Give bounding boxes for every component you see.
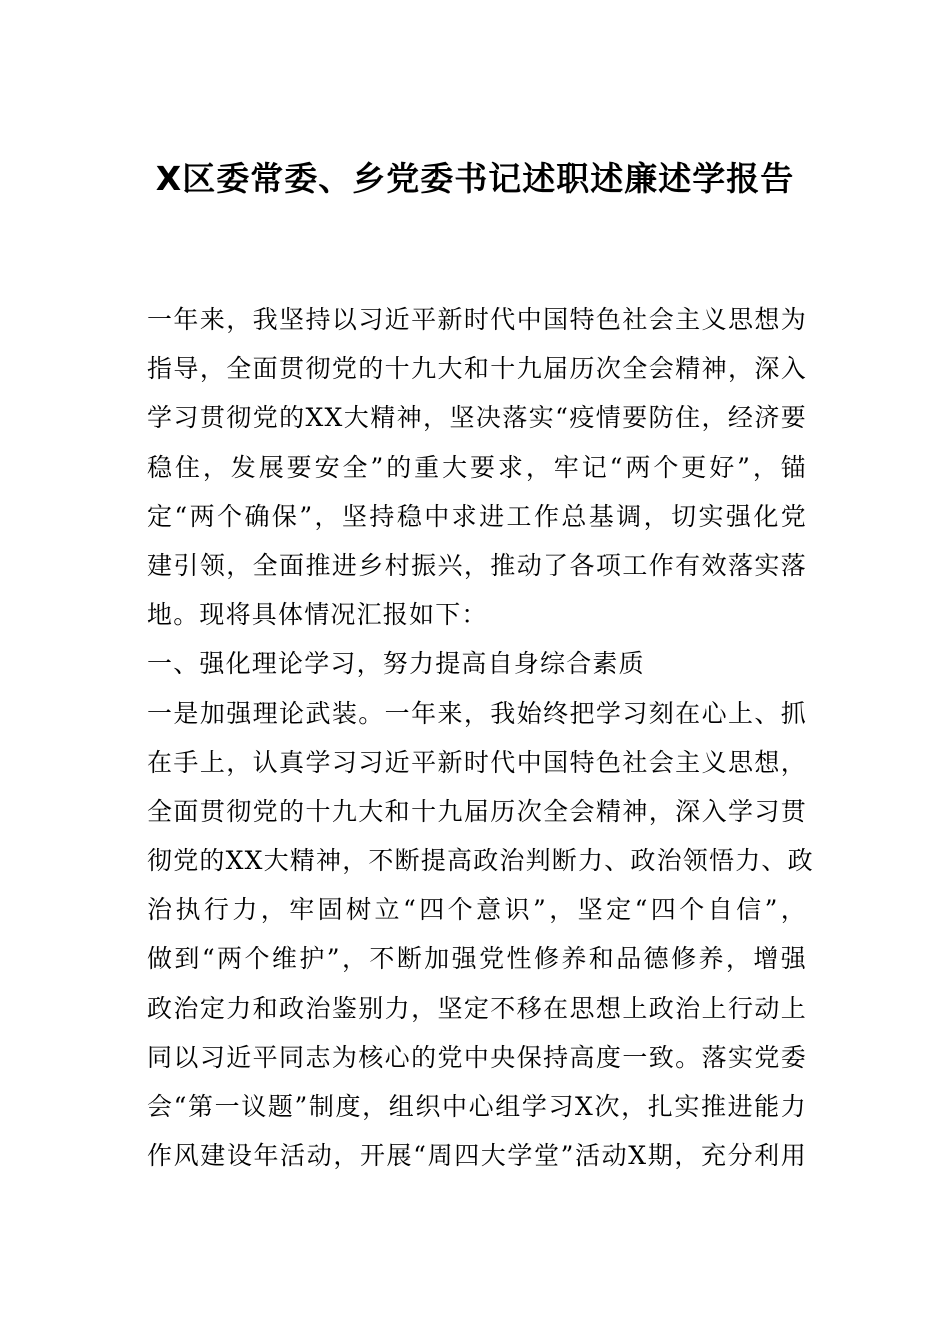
paragraph-2-line-5: 治执行力，牢固树立“四个意识”，坚定“四个自信”， [147, 895, 807, 925]
paragraph-2-line-8: 同以习近平同志为核心的党中央保持高度一致。落实党委 [147, 1042, 807, 1072]
document-title: X区委常委、乡党委书记述职述廉述学报告 [155, 159, 795, 198]
paragraph-2-line-7: 政治定力和政治鉴别力，坚定不移在思想上政治上行动上 [147, 993, 807, 1023]
paragraph-1-line-1: 一年来，我坚持以习近平新时代中国特色社会主义思想为 [147, 305, 807, 334]
paragraph-2-line-9: 会“第一议题”制度，组织中心组学习X次，扎实推进能力 [147, 1092, 807, 1121]
paragraph-2-line-1: 一是加强理论武装。一年来，我始终把学习刻在心上、抓 [147, 698, 807, 728]
paragraph-1-line-5: 定“两个确保”，坚持稳中求进工作总基调，切实强化党 [147, 501, 807, 531]
paragraph-1-line-2: 指导，全面贯彻党的十九大和十九届历次全会精神，深入 [147, 354, 807, 384]
paragraph-1-line-3: 学习贯彻党的XX大精神，坚决落实“疫情要防住，经济要 [147, 403, 807, 433]
paragraph-1-line-6: 建引领，全面推进乡村振兴，推动了各项工作有效落实落 [147, 550, 807, 580]
paragraph-1-line-4: 稳住，发展要安全”的重大要求，牢记“两个更好”，锚 [147, 452, 807, 482]
section-heading-1: 一、强化理论学习，努力提高自身综合素质 [147, 649, 645, 679]
paragraph-2-line-4: 彻党的XX大精神，不断提高政治判断力、政治领悟力、政 [147, 846, 814, 876]
paragraph-2-line-6: 做到“两个维护”，不断加强党性修养和品德修养，增强 [147, 944, 807, 974]
document-body [147, 295, 814, 1180]
paragraph-2-line-2: 在手上，认真学习习近平新时代中国特色社会主义思想， [147, 747, 807, 777]
paragraph-1-line-7: 地。现将具体情况汇报如下： [147, 600, 488, 630]
paragraph-2-line-10: 作风建设年活动，开展“周四大学堂”活动X期，充分利用 [147, 1141, 807, 1171]
paragraph-2-line-3: 全面贯彻党的十九大和十九届历次全会精神，深入学习贯 [147, 796, 807, 826]
